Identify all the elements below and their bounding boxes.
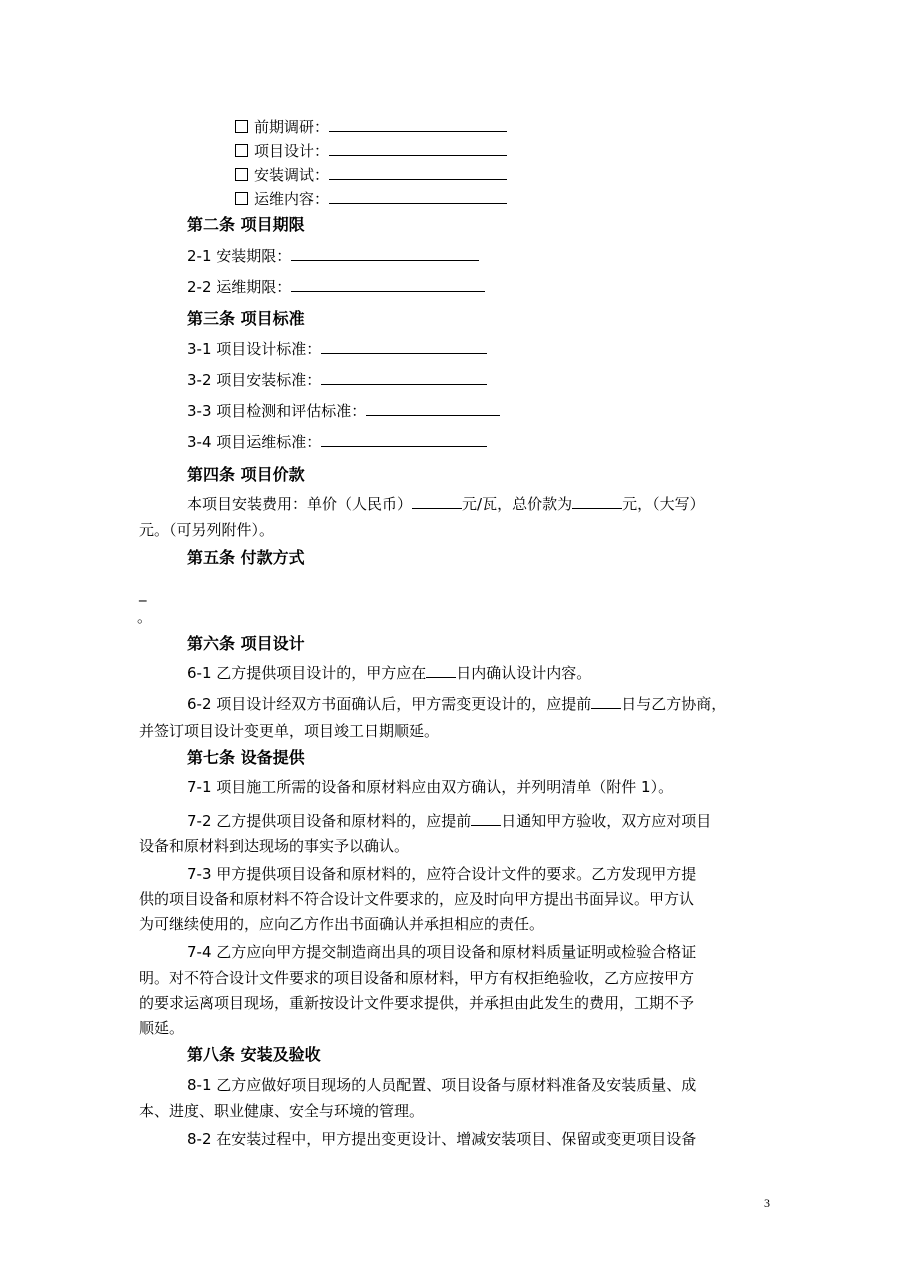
- paragraph-line: 明。对不符合设计文件要求的项目设备和原材料，甲方有权拒绝验收，乙方应按甲方: [139, 969, 695, 987]
- paragraph-line: 7-2 乙方提供项目设备和原材料的，应提前 日通知甲方验收，双方应对项目: [187, 812, 712, 830]
- clause-line: 3-1 项目设计标准：: [187, 339, 487, 359]
- fill-blank: [412, 494, 462, 509]
- checklist-item: 前期调研：: [235, 117, 507, 137]
- article-heading: 第二条 项目期限: [187, 215, 305, 234]
- clause-line: 3-4 项目运维标准：: [187, 432, 487, 452]
- fill-blank: [329, 165, 507, 180]
- article-heading: 第八条 安装及验收: [187, 1045, 321, 1064]
- paragraph-line: 8-1 乙方应做好项目现场的人员配置、项目设备与原材料准备及安装质量、成: [187, 1076, 697, 1094]
- paragraph-line: 顺延。: [139, 1019, 185, 1037]
- clause-line: 2-1 安装期限：: [187, 246, 479, 266]
- paragraph-line: 为可继续使用的，应向乙方作出书面确认并承担相应的责任。: [139, 915, 545, 933]
- checkbox-icon: [235, 192, 248, 205]
- checklist-item: 运维内容：: [235, 189, 507, 209]
- fill-blank: [426, 663, 456, 678]
- fill-blank: [471, 811, 501, 826]
- fill-blank: [329, 117, 507, 132]
- fill-blank: [329, 189, 507, 204]
- article-heading: 第六条 项目设计: [187, 634, 305, 653]
- article-heading: 第五条 付款方式: [187, 548, 305, 567]
- checklist-item: 安装调试：: [235, 165, 507, 185]
- paragraph-line: 7-1 项目施工所需的设备和原材料应由双方确认，并列明清单（附件 1）。: [187, 778, 674, 796]
- paragraph-line: 并签订项目设计变更单，项目竣工日期顺延。: [139, 722, 440, 740]
- fill-blank: [321, 339, 487, 354]
- checkbox-icon: [235, 168, 248, 181]
- paragraph-line: 设备和原材料到达现场的事实予以确认。: [139, 837, 410, 855]
- fill-blank: [291, 246, 479, 261]
- period-mark: 。: [137, 608, 153, 626]
- fill-blank: [591, 694, 621, 709]
- page-number: 3: [764, 1196, 770, 1210]
- paragraph-line: 7-4 乙方应向甲方提交制造商出具的项目设备和原材料质量证明或检验合格证: [187, 943, 697, 961]
- paragraph-line: 8-2 在安装过程中，甲方提出变更设计、增减安装项目、保留或变更项目设备: [187, 1130, 697, 1148]
- clause-line: 3-2 项目安装标准：: [187, 370, 487, 390]
- fill-blank: [329, 141, 507, 156]
- clause-line: 2-2 运维期限：: [187, 277, 485, 297]
- underscore-mark: _: [139, 584, 147, 602]
- checkbox-icon: [235, 120, 248, 133]
- paragraph-line: 7-3 甲方提供项目设备和原材料的，应符合设计文件的要求。乙方发现甲方提: [187, 865, 697, 883]
- paragraph-line: 元。（可另列附件）。: [139, 521, 275, 539]
- paragraph-line: 供的项目设备和原材料不符合设计文件要求的，应及时向甲方提出书面异议。甲方认: [139, 890, 695, 908]
- fill-blank: [291, 277, 485, 292]
- clause-line: 3-3 项目检测和评估标准：: [187, 401, 500, 421]
- paragraph-line: 本项目安装费用：单价（人民币） 元/瓦，总价款为 元，（大写）: [187, 495, 705, 513]
- paragraph-line: 本、进度、职业健康、安全与环境的管理。: [139, 1102, 425, 1120]
- checklist-item: 项目设计：: [235, 141, 507, 161]
- paragraph-line: 6-1 乙方提供项目设计的，甲方应在 日内确认设计内容。: [187, 664, 592, 682]
- article-heading: 第三条 项目标准: [187, 309, 305, 328]
- fill-blank: [321, 370, 487, 385]
- paragraph-line: 6-2 项目设计经双方书面确认后，甲方需变更设计的，应提前 日与乙方协商，: [187, 695, 727, 713]
- article-heading: 第四条 项目价款: [187, 465, 305, 484]
- checkbox-icon: [235, 144, 248, 157]
- paragraph-line: 的要求运离项目现场，重新按设计文件要求提供，并承担由此发生的费用，工期不予: [139, 994, 695, 1012]
- fill-blank: [572, 494, 622, 509]
- article-heading: 第七条 设备提供: [187, 748, 305, 767]
- fill-blank: [321, 432, 487, 447]
- fill-blank: [366, 401, 500, 416]
